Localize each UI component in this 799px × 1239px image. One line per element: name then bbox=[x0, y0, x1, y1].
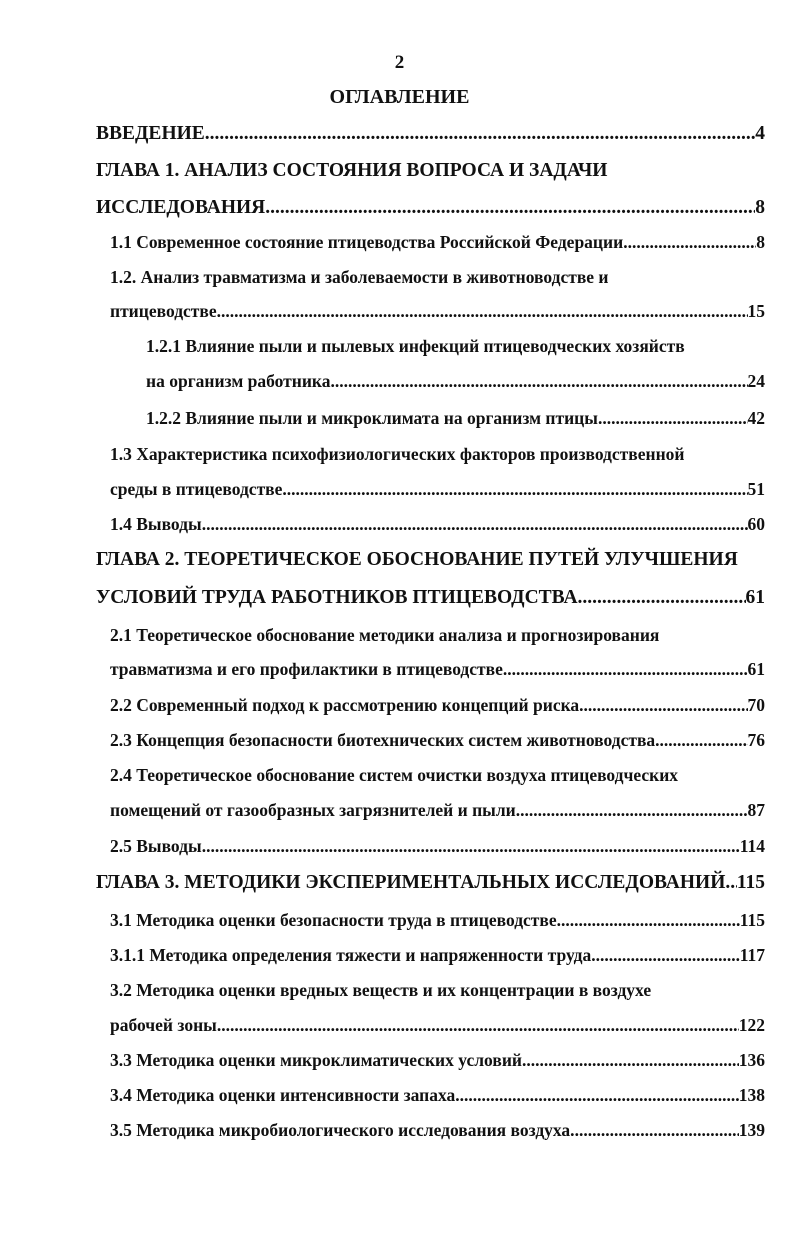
toc-entry-page: 115 bbox=[736, 872, 765, 893]
toc-entry-text: ВВЕДЕНИЕ bbox=[96, 123, 205, 144]
toc-entry-page: 24 bbox=[747, 371, 765, 391]
toc-entry-chapter-2-cont[interactable] bbox=[96, 583, 765, 613]
toc-entry-page: 61 bbox=[747, 659, 765, 679]
toc-entry-text: птицеводстве. bbox=[110, 301, 221, 321]
toc-entry-page: 60 bbox=[747, 514, 765, 534]
toc-entry-page: 122 bbox=[738, 1015, 765, 1035]
toc-entry-page: 139 bbox=[738, 1120, 765, 1140]
toc-entry-text: ГЛАВА 1. АНАЛИЗ СОСТОЯНИЯ ВОПРОСА И ЗАДАЧИ bbox=[96, 160, 608, 181]
toc-entry-page: 61 bbox=[745, 587, 765, 608]
toc-entry-text: помещений от газообразных загрязнителей и пыли bbox=[110, 800, 516, 820]
toc-entry-page: 117 bbox=[739, 945, 765, 965]
toc-entry-text: 1.4 Выводы bbox=[110, 514, 202, 534]
toc-leader-dots bbox=[582, 583, 745, 613]
toc-leader-dots bbox=[331, 366, 748, 396]
toc-entry-text: ИССЛЕДОВАНИЯ. bbox=[96, 197, 271, 218]
toc-entry-1-2[interactable] bbox=[110, 262, 765, 292]
toc-entry-text: 2.4 Теоретическое обоснование систем очистки воздуха птицеводческих bbox=[110, 765, 679, 785]
toc-leader-dots bbox=[655, 725, 747, 755]
toc-entry-text: 3.5 Методика микробиологического исследования воздуха. bbox=[110, 1120, 575, 1140]
toc-entry-text: ГЛАВА 3. МЕТОДИКИ ЭКСПЕРИМЕНТАЛЬНЫХ ИССЛЕДОВАНИЙ bbox=[96, 872, 726, 893]
toc-entry-text: УСЛОВИЙ ТРУДА РАБОТНИКОВ ПТИЦЕВОДСТВА. bbox=[96, 587, 583, 608]
toc-entry-text: 3.4 Методика оценки интенсивности запаха bbox=[110, 1085, 456, 1105]
toc-entry-1-1[interactable] bbox=[110, 227, 765, 257]
toc-entry-chapter-1[interactable] bbox=[96, 156, 765, 186]
toc-entry-3-4[interactable] bbox=[110, 1080, 765, 1110]
toc-entry-page: 8 bbox=[755, 197, 765, 218]
toc-entry-text: 1.2.1 Влияние пыли и пылевых инфекций птицеводческих хозяйств bbox=[146, 336, 685, 356]
toc-leader-dots bbox=[287, 474, 748, 504]
toc-leader-dots bbox=[526, 1045, 738, 1075]
toc-entry-text: 2.2 Современный подход к рассмотрению концепций риска bbox=[110, 695, 580, 715]
toc-entry-text: 1.3 Характеристика психофизиологических факторов производственной bbox=[110, 444, 685, 464]
toc-leader-dots bbox=[623, 227, 756, 257]
toc-leader-dots bbox=[455, 1080, 739, 1110]
toc-entry-page: 42 bbox=[747, 408, 765, 428]
toc-entry-page: 138 bbox=[738, 1085, 765, 1105]
toc-entry-text: рабочей зоны bbox=[110, 1015, 217, 1035]
toc-entry-1-3[interactable] bbox=[110, 439, 765, 469]
toc-entry-page: 87 bbox=[747, 800, 765, 820]
toc-entry-text: ГЛАВА 2. ТЕОРЕТИЧЕСКОЕ ОБОСНОВАНИЕ ПУТЕЙ УЛУЧШЕНИЯ bbox=[96, 549, 738, 570]
toc-entry-page: 136 bbox=[738, 1050, 765, 1070]
toc-entry-text: 3.3 Методика оценки микроклиматических условий. bbox=[110, 1050, 527, 1070]
toc-entry-1-2-1-cont[interactable] bbox=[146, 366, 765, 396]
toc-leader-dots bbox=[507, 654, 747, 684]
toc-entry-text: 2.3 Концепция безопасности биотехнических систем животноводства bbox=[110, 730, 656, 750]
toc-entry-text: 1.2.2 Влияние пыли и микроклимата на организм птицы bbox=[146, 408, 598, 428]
toc-entry-1-4[interactable] bbox=[110, 509, 765, 539]
toc-entry-chapter-2[interactable] bbox=[96, 545, 765, 575]
toc-entry-page: 76 bbox=[747, 730, 765, 750]
toc-entry-3-2[interactable] bbox=[110, 975, 765, 1005]
toc-leader-dots bbox=[221, 296, 748, 326]
toc-leader-dots bbox=[270, 193, 755, 223]
toc-entry-text: на организм работника bbox=[146, 371, 331, 391]
toc-entry-2-4[interactable] bbox=[110, 760, 765, 790]
toc-entry-1-2-cont[interactable] bbox=[110, 296, 765, 326]
toc-entry-text: 2.5 Выводы bbox=[110, 836, 202, 856]
toc-entry-1-2-1[interactable] bbox=[146, 331, 765, 361]
toc-entry-page: 15 bbox=[747, 301, 765, 321]
toc-entry-text: 1.2. Анализ травматизма и заболеваемости в животноводстве и bbox=[110, 267, 609, 287]
toc-leader-dots bbox=[217, 1010, 739, 1040]
toc-entry-2-3[interactable] bbox=[110, 725, 765, 755]
toc-leader-dots bbox=[516, 795, 748, 825]
toc-leader-dots bbox=[598, 403, 748, 433]
toc-leader-dots bbox=[202, 509, 748, 539]
toc-entry-text: травматизма и его профилактики в птицеводстве. bbox=[110, 659, 508, 679]
toc-entry-3-2-cont[interactable] bbox=[110, 1010, 765, 1040]
toc-entry-page: 4 bbox=[755, 123, 765, 144]
toc-leader-dots bbox=[205, 119, 755, 149]
toc-entry-2-1[interactable] bbox=[110, 620, 765, 650]
toc-leader-dots bbox=[575, 1115, 739, 1145]
toc-leader-dots bbox=[579, 690, 747, 720]
toc-entry-page: 70 bbox=[747, 695, 765, 715]
toc-entry-introduction[interactable] bbox=[96, 119, 765, 149]
toc-entry-page: 8 bbox=[756, 232, 765, 252]
toc-leader-dots bbox=[202, 831, 740, 861]
toc-entry-2-4-cont[interactable] bbox=[110, 795, 765, 825]
toc-entry-text: 3.1.1 Методика определения тяжести и напряженности труда. bbox=[110, 945, 596, 965]
toc-entry-3-3[interactable] bbox=[110, 1045, 765, 1075]
toc-entry-1-2-2[interactable] bbox=[146, 403, 765, 433]
toc-entry-3-1-1[interactable] bbox=[110, 940, 765, 970]
toc-entry-text: 2.1 Теоретическое обоснование методики анализа и прогнозирования bbox=[110, 625, 660, 645]
toc-leader-dots bbox=[725, 868, 736, 898]
toc-entry-chapter-1-cont[interactable] bbox=[96, 193, 765, 223]
toc-entry-1-3-cont[interactable] bbox=[110, 474, 765, 504]
toc-entry-2-5[interactable] bbox=[110, 831, 765, 861]
toc-leader-dots bbox=[596, 940, 740, 970]
toc-entry-text: 1.1 Современное состояние птицеводства Российской Федерации bbox=[110, 232, 624, 252]
toc-entry-chapter-3[interactable] bbox=[96, 868, 765, 898]
toc-title: ОГЛАВЛЕНИЕ bbox=[329, 86, 470, 108]
toc-entry-2-2[interactable] bbox=[110, 690, 765, 720]
toc-entry-text: среды в птицеводстве. bbox=[110, 479, 287, 499]
page-number: 2 bbox=[394, 52, 405, 73]
toc-entry-text: 3.2 Методика оценки вредных веществ и их концентрации в воздухе bbox=[110, 980, 652, 1000]
toc-leader-dots bbox=[557, 905, 740, 935]
toc-entry-3-5[interactable] bbox=[110, 1115, 765, 1145]
toc-entry-text: 3.1 Методика оценки безопасности труда в птицеводстве bbox=[110, 910, 557, 930]
toc-entry-page: 51 bbox=[747, 479, 765, 499]
toc-entry-page: 115 bbox=[739, 910, 765, 930]
toc-entry-2-1-cont[interactable] bbox=[110, 654, 765, 684]
toc-entry-3-1[interactable] bbox=[110, 905, 765, 935]
toc-entry-page: 114 bbox=[739, 836, 765, 856]
